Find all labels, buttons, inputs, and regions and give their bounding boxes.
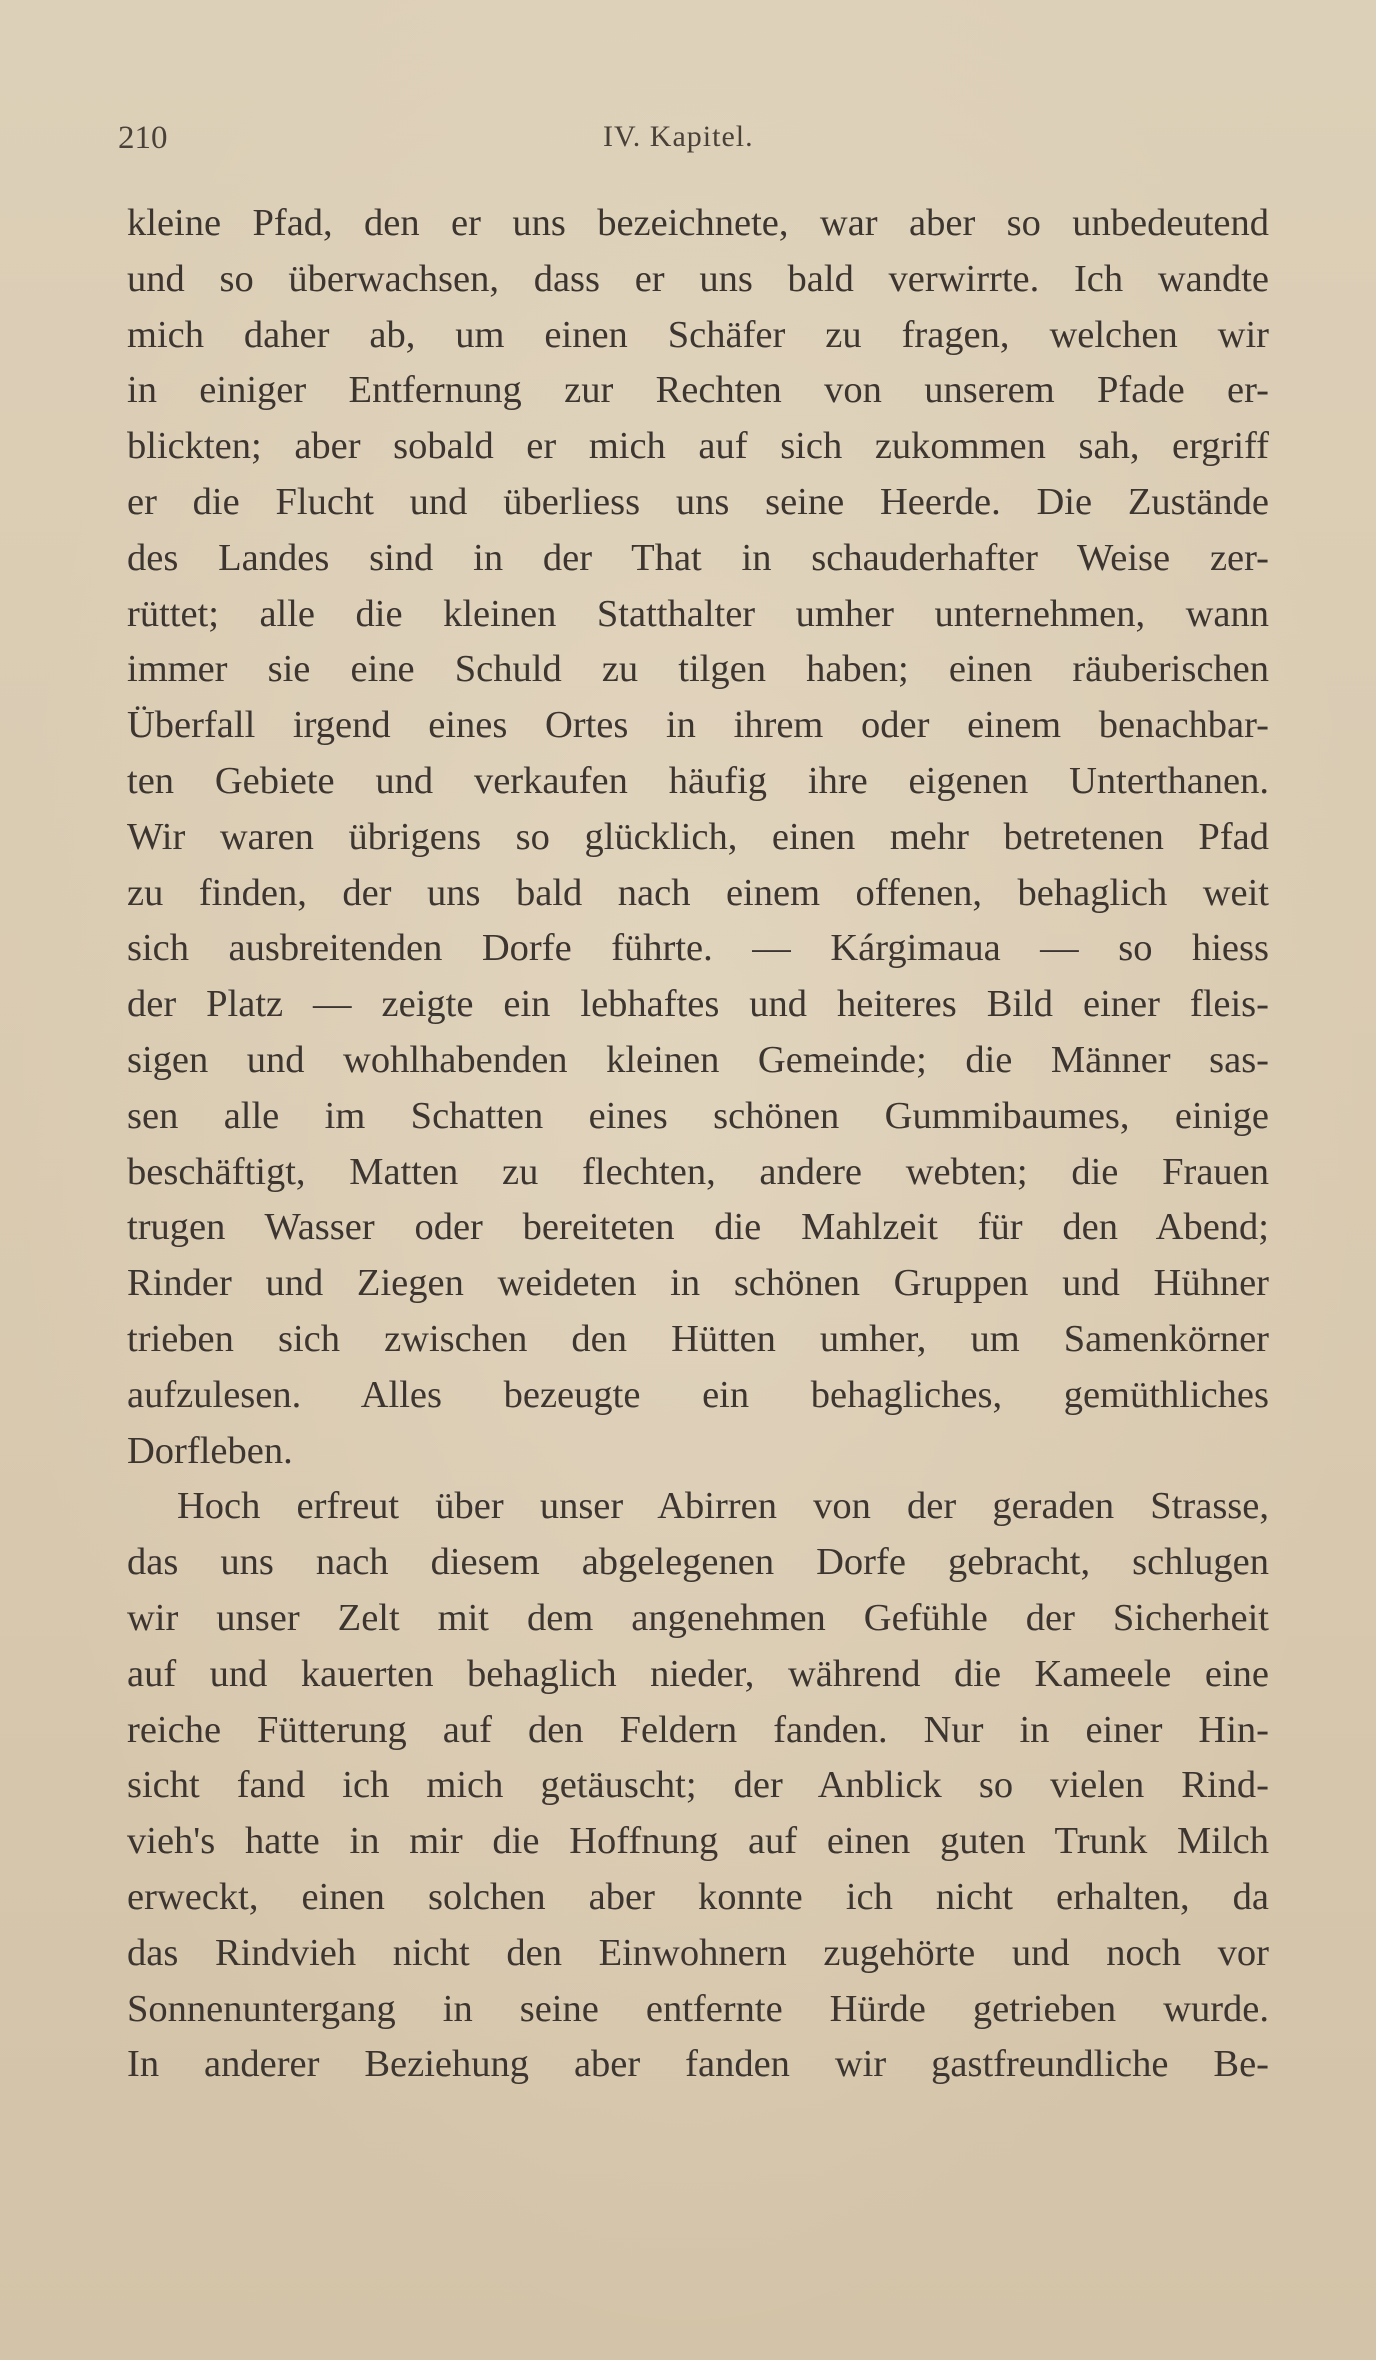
text-line: sigen und wohlhabenden kleinen Gemeinde; die Männer sas- [127,1038,1269,1081]
text-line: Rinder und Ziegen weideten in schönen Gruppen und Hühner [127,1262,1269,1305]
running-head: IV. Kapitel. [603,120,754,153]
text-line: blickten; aber sobald er mich auf sich zukommen sah, ergriff [127,425,1269,468]
text-line: das uns nach diesem abgelegenen Dorfe gebracht, schlugen [127,1541,1269,1584]
text-line: trieben sich zwischen den Hütten umher, um Samenkörner [127,1317,1269,1360]
body-text [127,196,1269,2093]
text-line: In anderer Beziehung aber fanden wir gastfreundliche Be- [127,2043,1269,2086]
text-line: er die Flucht und überliess uns seine Heerde. Die Zustände [127,480,1269,523]
text-line: Sonnenuntergang in seine entfernte Hürde getrieben wurde. [127,1987,1269,2030]
text-line: auf und kauerten behaglich nieder, während die Kameele eine [127,1652,1269,1695]
text-line: zu finden, der uns bald nach einem offenen, behaglich weit [127,871,1269,914]
text-line: und so überwachsen, dass er uns bald verwirrte. Ich wandte [127,257,1269,300]
text-line: mich daher ab, um einen Schäfer zu fragen, welchen wir [127,313,1269,356]
text-line: Dorfleben. [127,1429,293,1472]
text-line: rüttet; alle die kleinen Statthalter umher unternehmen, wann [127,592,1269,635]
text-line: vieh's hatte in mir die Hoffnung auf einen guten Trunk Milch [127,1820,1269,1863]
text-line: trugen Wasser oder bereiteten die Mahlzeit für den Abend; [127,1206,1269,1249]
text-line: reiche Fütterung auf den Feldern fanden. Nur in einer Hin- [127,1708,1269,1751]
text-line: der Platz — zeigte ein lebhaftes und heiteres Bild einer fleis- [127,983,1269,1026]
text-line: erweckt, einen solchen aber konnte ich nicht erhalten, da [127,1875,1269,1918]
text-line: sich ausbreitenden Dorfe führte. — Kárgimaua — so hiess [127,927,1269,970]
text-line: beschäftigt, Matten zu flechten, andere webten; die Frauen [127,1150,1269,1193]
text-line: aufzulesen. Alles bezeugte ein behagliches, gemüthliches [127,1373,1269,1416]
text-line: Wir waren übrigens so glücklich, einen mehr betretenen Pfad [127,815,1269,858]
text-line: kleine Pfad, den er uns bezeichnete, war aber so unbedeutend [127,202,1269,244]
text-line: das Rindvieh nicht den Einwohnern zugehörte und noch vor [127,1931,1269,1974]
text-line: ten Gebiete und verkaufen häufig ihre eigenen Unterthanen. [127,759,1269,802]
text-line: Hoch erfreut über unser Abirren von der geraden Strasse, [177,1485,1269,1528]
text-line: Überfall irgend eines Ortes in ihrem oder einem benachbar- [127,704,1269,747]
page-number: 210 [118,120,168,156]
text-line: sen alle im Schatten eines schönen Gummibaumes, einige [127,1094,1269,1137]
text-line: wir unser Zelt mit dem angenehmen Gefühle der Sicherheit [127,1596,1269,1639]
text-line: des Landes sind in der That in schauderhafter Weise zer- [127,536,1269,579]
text-line: immer sie eine Schuld zu tilgen haben; einen räuberischen [127,648,1269,691]
page-header [118,120,1254,170]
text-line: sicht fand ich mich getäuscht; der Anblick so vielen Rind- [127,1764,1269,1807]
text-line: in einiger Entfernung zur Rechten von unserem Pfade er- [127,369,1269,412]
